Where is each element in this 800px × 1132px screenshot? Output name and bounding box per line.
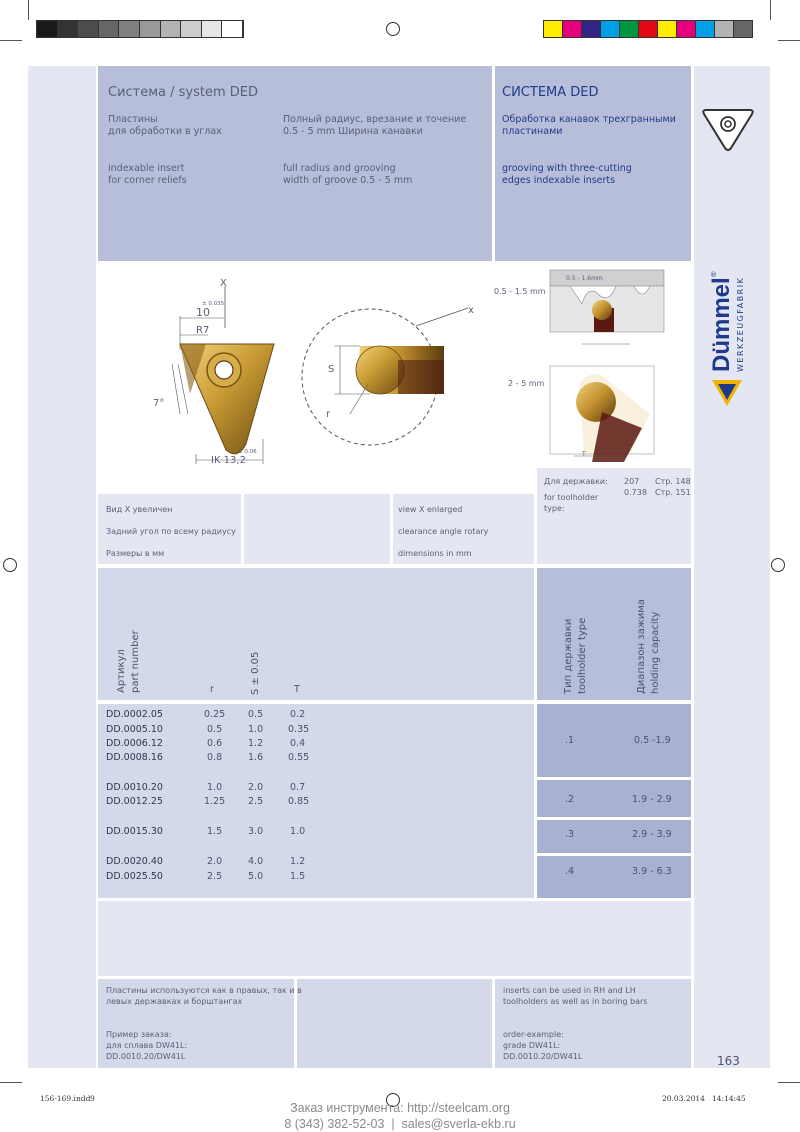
color-swatch <box>78 21 99 37</box>
register-mark-top <box>386 22 400 36</box>
group-2-type: .2 <box>565 794 575 805</box>
cell-t: 0.2 <box>290 709 306 720</box>
color-swatch <box>544 21 563 37</box>
cell-s: 1.0 <box>248 724 264 735</box>
small-dim-label: 0.5 - 1.6mm <box>566 275 603 282</box>
table-body-left <box>98 704 534 898</box>
register-mark-left <box>3 558 17 572</box>
header-ru-col2-line1: Полный радиус, врезание и точение <box>283 114 467 125</box>
note-ru-2: Задний угол по всему радиусу <box>106 527 236 536</box>
header-en-col2-line2: width of groove 0.5 - 5 mm <box>283 175 413 186</box>
group-4-box <box>537 856 691 898</box>
group-3-capacity: 2.9 - 3.9 <box>632 829 672 840</box>
footer-en-example-2: grade DW41L: <box>503 1041 561 1050</box>
footer-mid-box <box>297 979 492 1068</box>
cell-t: 1.5 <box>290 871 306 882</box>
header-en-col2-line1: full radius and grooving <box>283 163 396 174</box>
notes-mid-box <box>244 494 390 564</box>
note-en-2: clearance angle rotary <box>398 527 489 536</box>
header-capacity-ru: Диапазон зажима <box>636 599 647 694</box>
cell-t: 0.35 <box>288 724 310 735</box>
cell-s: 3.0 <box>248 826 264 837</box>
cell-s: 2.0 <box>248 782 264 793</box>
contact-line-1: Заказ инструмента: http://steelcam.org <box>290 1101 510 1115</box>
color-swatch <box>620 21 639 37</box>
holder-label-en-2: type: <box>544 504 565 513</box>
note-ru-1: Вид X увеличен <box>106 505 173 514</box>
footer-en-usage-1: inserts can be used in RH and LH <box>503 986 636 995</box>
part-number: DD.0006.12 <box>106 738 163 749</box>
print-date: 20.03.2014 <box>662 1094 705 1103</box>
drawing-x-small: x <box>468 305 474 316</box>
color-swatch <box>563 21 582 37</box>
color-swatch <box>601 21 620 37</box>
note-ru-3: Размеры в мм <box>106 549 165 558</box>
header-ru-col2-line2: 0.5 - 5 mm Ширина канавки <box>283 126 423 137</box>
insert-drawing <box>98 264 534 491</box>
cell-r: 2.5 <box>207 871 223 882</box>
drawing-r-label: r <box>326 409 331 420</box>
header-en-right-line1: grooving with three-cutting <box>502 163 632 174</box>
cell-t: 0.7 <box>290 782 306 793</box>
color-swatch <box>715 21 734 37</box>
header-title-right: СИСТЕМА DED <box>502 85 599 100</box>
header-r: r <box>210 684 214 695</box>
t-label: T <box>582 451 586 458</box>
cell-r: 1.0 <box>207 782 223 793</box>
footer-en-example-1: order-example: <box>503 1030 564 1039</box>
color-swatch <box>99 21 120 37</box>
holder-label-ru: Для державки: <box>544 477 608 486</box>
drawing-tol-bottom: ± 0.06 <box>238 449 257 455</box>
header-t: T <box>294 684 300 695</box>
table-header-left <box>98 568 534 700</box>
color-swatch <box>119 21 140 37</box>
holder-label-en-1: for toolholder <box>544 493 599 502</box>
color-swatch <box>222 21 243 37</box>
header-ru-col1-line2: для обработки в углах <box>108 126 222 137</box>
left-margin-column <box>28 66 96 1068</box>
holder-code-1: 207 <box>624 477 640 486</box>
header-en-col1-line2: for corner reliefs <box>108 175 187 186</box>
brand-sub: WERKZEUGFABRIK <box>736 276 745 372</box>
crop-mark <box>778 1082 800 1083</box>
cell-t: 0.55 <box>288 752 310 763</box>
page-number: 163 <box>717 1054 740 1068</box>
drawing-r7: R7 <box>196 325 210 336</box>
group-3-type: .3 <box>565 829 575 840</box>
footer-ru-example-3: DD.0010.20/DW41L <box>106 1052 186 1061</box>
footer-ru-usage-1: Пластины используются как в правых, так и в <box>106 986 302 995</box>
header-title-left: Система / system DED <box>108 85 259 100</box>
cell-s: 4.0 <box>248 856 264 867</box>
color-swatch <box>37 21 58 37</box>
note-en-3: dimensions in mm <box>398 549 472 558</box>
cell-r: 0.8 <box>207 752 223 763</box>
note-en-1: view X enlarged <box>398 505 463 514</box>
brand-logo-icon <box>710 378 744 408</box>
register-mark-right <box>771 558 785 572</box>
range-bottom-label: 2 - 5 mm <box>508 379 545 388</box>
cell-t: 0.4 <box>290 738 306 749</box>
header-ru-right-line2: пластинами <box>502 126 563 137</box>
color-bar-left <box>36 20 244 38</box>
group-2-capacity: 1.9 - 2.9 <box>632 794 672 805</box>
footer-en-usage-2: toolholders as well as in boring bars <box>503 997 648 1006</box>
drawing-ik: IK 13,2 <box>211 455 246 466</box>
color-swatch <box>734 21 753 37</box>
print-time: 14:14:45 <box>712 1094 746 1103</box>
header-capacity-en: holding capacity <box>650 611 661 694</box>
part-number: DD.0002.05 <box>106 709 163 720</box>
color-swatch <box>582 21 601 37</box>
part-number: DD.0008.16 <box>106 752 163 763</box>
cell-s: 1.6 <box>248 752 264 763</box>
drawing-dim-10: 10 <box>196 306 210 319</box>
cell-t: 0.85 <box>288 796 310 807</box>
group-1-capacity: 0.5 -1.9 <box>634 735 671 746</box>
drawing-tol-top: ± 0.035 <box>202 301 225 307</box>
footer-ru-example-2: для сплава DW41L: <box>106 1041 188 1050</box>
color-swatch <box>658 21 677 37</box>
cell-s: 2.5 <box>248 796 264 807</box>
footer-ru-usage-2: левых державках и борштангах <box>106 997 243 1006</box>
group-4-capacity: 3.9 - 6.3 <box>632 866 672 877</box>
drawing-angle: 7° <box>153 398 165 409</box>
brand-reg: ® <box>710 271 717 279</box>
header-article-ru: Артикул <box>116 649 127 693</box>
color-swatch <box>639 21 658 37</box>
part-number: DD.0015.30 <box>106 826 163 837</box>
crop-mark <box>28 0 29 20</box>
crop-mark <box>0 1082 22 1083</box>
header-en-right-line2: edges indexable inserts <box>502 175 616 186</box>
cell-r: 1.25 <box>204 796 226 807</box>
color-bar-right <box>543 20 753 38</box>
color-swatch <box>140 21 161 37</box>
cell-t: 1.2 <box>290 856 306 867</box>
crop-mark <box>770 0 771 20</box>
color-swatch <box>696 21 715 37</box>
crop-mark <box>0 40 22 41</box>
table-spacer <box>98 901 691 976</box>
footer-ru-example-1: Пример заказа: <box>106 1030 172 1039</box>
cell-s: 0.5 <box>248 709 264 720</box>
range-top-label: 0.5 - 1.5 mm <box>494 287 546 296</box>
drawing-s-label: S <box>328 364 335 375</box>
cell-r: 0.5 <box>207 724 223 735</box>
cell-r: 0.25 <box>204 709 226 720</box>
holder-page-2: Стр. 151 <box>655 488 691 497</box>
crop-mark <box>778 40 800 41</box>
header-ru-right-line1: Обработка канавок трехгранными <box>502 114 676 125</box>
footer-en-example-3: DD.0010.20/DW41L <box>503 1052 583 1061</box>
color-swatch <box>181 21 202 37</box>
contact-line-2: 8 (343) 382-52-03 | sales@sverla-ekb.ru <box>284 1117 516 1131</box>
header-holder-en: toolholder type <box>577 617 588 694</box>
part-number: DD.0012.25 <box>106 796 163 807</box>
brand-name: Dümmel <box>708 277 735 372</box>
cell-r: 2.0 <box>207 856 223 867</box>
part-number: DD.0010.20 <box>106 782 163 793</box>
table-header-right <box>537 568 691 700</box>
header-holder-ru: Тип державки <box>563 618 574 694</box>
holder-code-2: 0.738 <box>624 488 647 497</box>
holder-page-1: Стр. 148 <box>655 477 691 486</box>
triangle-insert-icon <box>700 104 756 156</box>
groove-drawing <box>546 266 666 466</box>
drawing-x-label: X <box>220 278 227 289</box>
group-1-type: .1 <box>565 735 575 746</box>
print-page: 9 <box>90 1094 95 1103</box>
color-swatch <box>677 21 696 37</box>
cell-s: 5.0 <box>248 871 264 882</box>
part-number: DD.0005.10 <box>106 724 163 735</box>
header-article-en: part number <box>130 630 141 693</box>
part-number: DD.0020.40 <box>106 856 163 867</box>
cell-t: 1.0 <box>290 826 306 837</box>
cell-s: 1.2 <box>248 738 264 749</box>
icon-panel <box>694 66 770 261</box>
cell-r: 1.5 <box>207 826 223 837</box>
color-swatch <box>202 21 223 37</box>
header-ru-col1-line1: Пластины <box>108 114 158 125</box>
color-swatch <box>58 21 79 37</box>
color-swatch <box>161 21 182 37</box>
header-s: S ± 0.05 <box>250 651 261 695</box>
print-file: 156-169.indd <box>40 1094 91 1103</box>
cell-r: 0.6 <box>207 738 223 749</box>
part-number: DD.0025.50 <box>106 871 163 882</box>
header-en-col1-line1: indexable insert <box>108 163 185 174</box>
group-4-type: .4 <box>565 866 575 877</box>
